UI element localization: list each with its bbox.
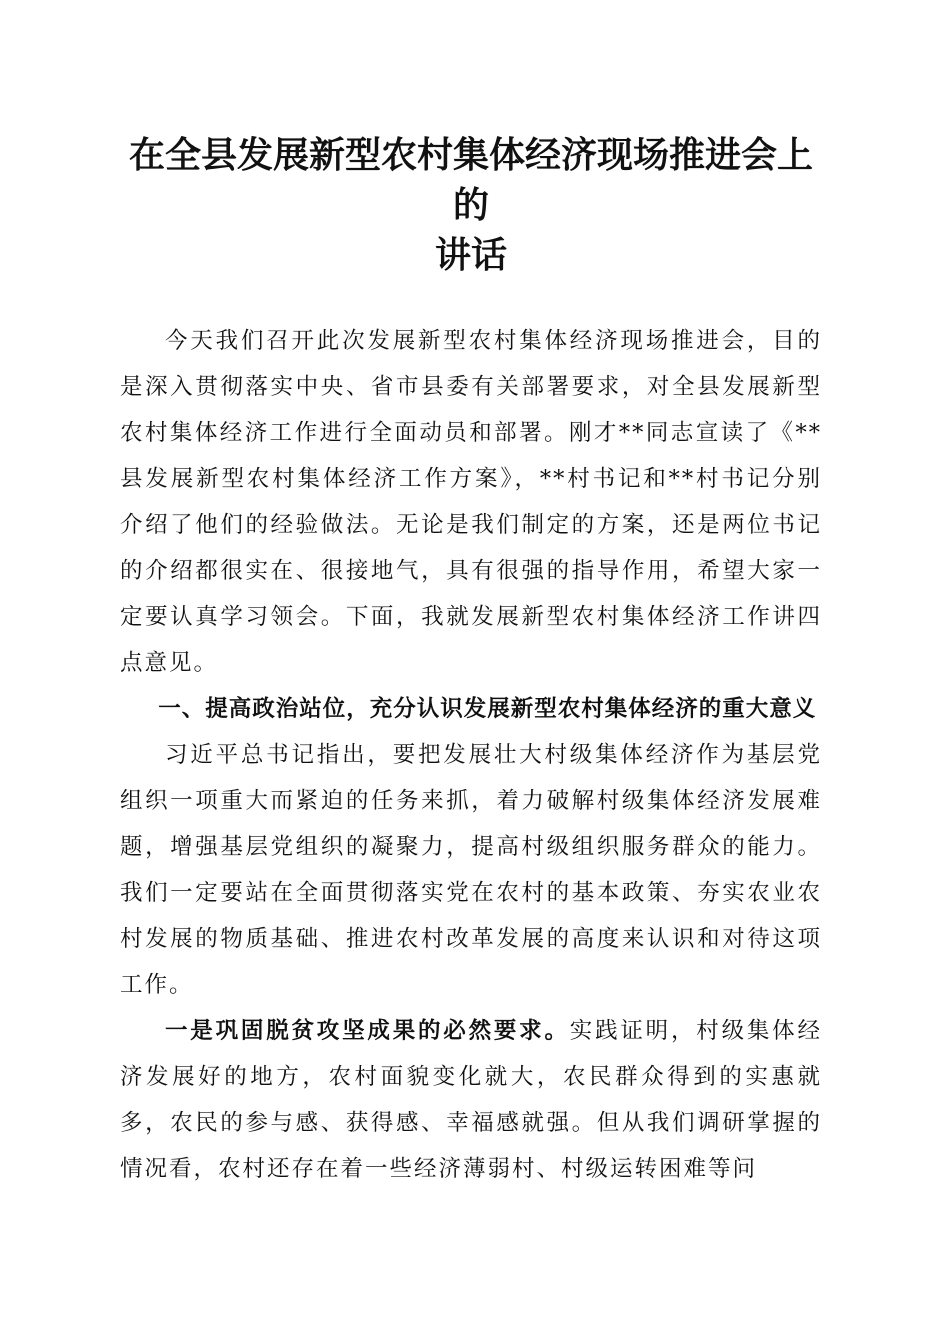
point-1-paragraph xyxy=(120,1008,822,1192)
point-1-lead: 一是巩固脱贫攻坚成果的必然要求。 xyxy=(165,1018,570,1044)
title-line-1: 在全县发展新型农村集体经济现场推进会上的 xyxy=(128,134,813,226)
section-1-paragraph: 习近平总书记指出，要把发展壮大村级集体经济作为基层党组织一项重大而紧迫的任务来抓，着力破解村级集体经济发展难题，增强基层党组织的凝聚力，提高村级组织服务群众的能力。我们一定要站在全面贯彻落实党在农村的基本政策、夯实农业农村发展的物质基础、推进农村改革发展的高度来认识和对待这项工作。 xyxy=(120,742,822,998)
document-title xyxy=(120,130,822,280)
section-1-heading: 一、提高政治站位，充分认识发展新型农村集体经济的重大意义 xyxy=(158,696,817,722)
intro-paragraph: 今天我们召开此次发展新型农村集体经济现场推进会，目的是深入贯彻落实中央、省市县委有关部署要求，对全县发展新型农村集体经济工作进行全面动员和部署。刚才**同志宣读了《**县发展新型农村集体经济工作方案》，**村书记和**村书记分别介绍了他们的经验做法。无论是我们制定的方案，还是两位书记的介绍都很实在、很接地气，具有很强的指导作用，希望大家一定要认真学习领会。下面，我就发展新型农村集体经济工作讲四点意见。 xyxy=(120,328,822,676)
title-line-2: 讲话 xyxy=(434,234,507,276)
point-1-body: 实践证明，村级集体经济发展好的地方，农村面貌变化就大，农民群众得到的实惠就多，农民的参与感、获得感、幸福感就强。但从我们调研掌握的情况看，农村还存在着一些经济薄弱村、村级运转困难等问 xyxy=(120,1018,822,1182)
